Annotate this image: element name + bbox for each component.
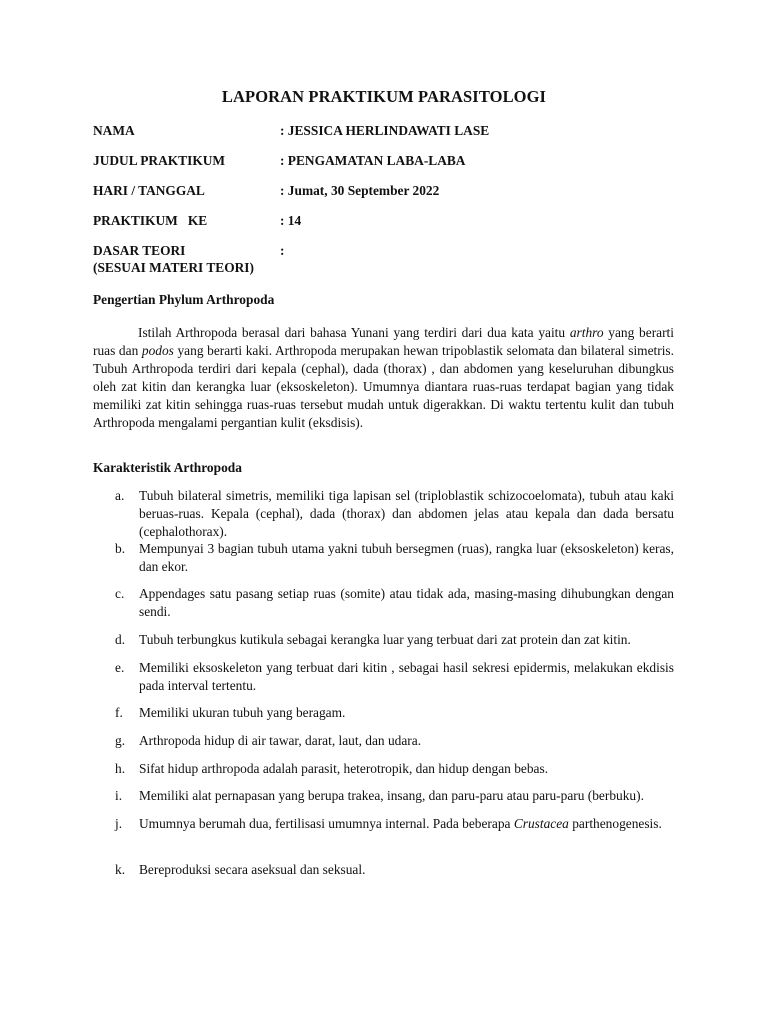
list-item <box>93 487 674 541</box>
list-marker: a. <box>115 488 125 503</box>
field-value: : JESSICA HERLINDAWATI LASE <box>280 123 490 138</box>
list-text <box>139 815 674 833</box>
list-marker: c. <box>115 586 125 601</box>
list-text: Arthropoda hidup di air tawar, darat, laut, dan udara. <box>139 733 422 748</box>
list-item <box>93 732 674 750</box>
list-marker: g. <box>115 733 126 748</box>
field-label: JUDUL PRAKTIKUM <box>93 153 226 168</box>
section-heading-pengertian: Pengertian Phylum Arthropoda <box>93 292 275 307</box>
intro-text-2: yang berarti ruas dan <box>93 325 674 358</box>
list-text: Tubuh bilateral simetris, memiliki tiga lapisan sel (triploblastik schizocoelomata), tubuh atau kaki beruas-ruas. Kepala (cephal), dada (thorax) dan abdomen jelas atau kepala dan dada bersatu (cephalothorax). <box>139 488 674 539</box>
list-text: Memiliki eksoskeleton yang terbuat dari kitin , sebagai hasil sekresi epidermis, melakukan ekdisis pada interval tertentu. <box>139 660 674 693</box>
field-value: : PENGAMATAN LABA-LABA <box>280 153 466 168</box>
report-title: LAPORAN PRAKTIKUM PARASITOLOGI <box>221 87 547 106</box>
list-item <box>93 704 674 722</box>
list-item <box>93 861 674 879</box>
list-marker: i. <box>115 788 123 803</box>
intro-term-podos: podos <box>141 343 174 358</box>
list-text-italic: Crustacea <box>513 816 569 831</box>
list-text: Bereproduksi secara aseksual dan seksual. <box>139 862 366 877</box>
list-text: Sifat hidup arthropoda adalah parasit, heterotropik, dan hidup dengan bebas. <box>139 761 549 776</box>
list-text: Appendages satu pasang setiap ruas (somite) atau tidak ada, masing-masing dihubungkan dengan sendi. <box>139 586 674 619</box>
field-label: NAMA <box>93 123 135 138</box>
list-item <box>93 540 674 576</box>
field-label-sub: (SESUAI MATERI TEORI) <box>93 260 254 275</box>
list-text: Mempunyai 3 bagian tubuh utama yakni tubuh bersegmen (ruas), rangka luar (eksoskeleton) keras, dan ekor. <box>139 541 674 574</box>
list-marker: b. <box>115 541 126 556</box>
list-item <box>93 631 674 649</box>
field-label: DASAR TEORI <box>93 243 186 258</box>
intro-term-arthro: arthro <box>569 325 604 340</box>
list-marker: k. <box>115 862 126 877</box>
field-label: HARI / TANGGAL <box>93 183 205 198</box>
list-marker: j. <box>115 816 123 831</box>
field-value: : 14 <box>280 213 302 228</box>
section-heading-karakteristik: Karakteristik Arthropoda <box>93 460 242 475</box>
list-item <box>93 787 674 805</box>
list-text: Memiliki alat pernapasan yang berupa trakea, insang, dan paru-paru atau paru-paru (berbuku). <box>139 788 644 803</box>
list-text: Memiliki ukuran tubuh yang beragam. <box>139 705 346 720</box>
list-marker: f. <box>115 705 123 720</box>
intro-text-3: yang berarti kaki. Arthropoda merupakan hewan tripoblastik selomata dan bilateral simetris. Tubuh Arthropoda terdiri dari kepala (cephal), dada (thorax) , dan abdomen yang keseluruhan dibungkus oleh zat kitin dan kerangka luar (eksoskeleton). Umumnya diantara ruas-ruas terdapat bagian yang tidak memiliki zat kitin sehingga ruas-ruas tersebut mudah untuk digerakkan. Di waktu tertentu kulit dan tubuh Arthropoda mengalami pergantian kulit (eksdisis). <box>93 343 674 430</box>
list-marker: d. <box>115 632 126 647</box>
list-item <box>93 760 674 778</box>
list-marker: e. <box>115 660 125 675</box>
intro-text-1: Istilah Arthropoda berasal dari bahasa Yunani yang terdiri dari dua kata yaitu <box>138 325 570 340</box>
field-label: PRAKTIKUM KE <box>93 213 208 228</box>
list-item <box>93 659 674 695</box>
list-item <box>93 585 674 621</box>
list-text: Tubuh terbungkus kutikula sebagai kerangka luar yang terbuat dari zat protein dan zat kitin. <box>139 632 631 647</box>
list-item <box>93 815 674 833</box>
list-text-part: Umumnya berumah dua, fertilisasi umumnya internal. Pada beberapa <box>139 816 514 831</box>
field-value: : <box>280 243 285 258</box>
list-text-part: parthenogenesis. <box>568 816 662 831</box>
intro-paragraph <box>93 324 674 432</box>
field-value: : Jumat, 30 September 2022 <box>280 183 440 198</box>
list-marker: h. <box>115 761 126 776</box>
